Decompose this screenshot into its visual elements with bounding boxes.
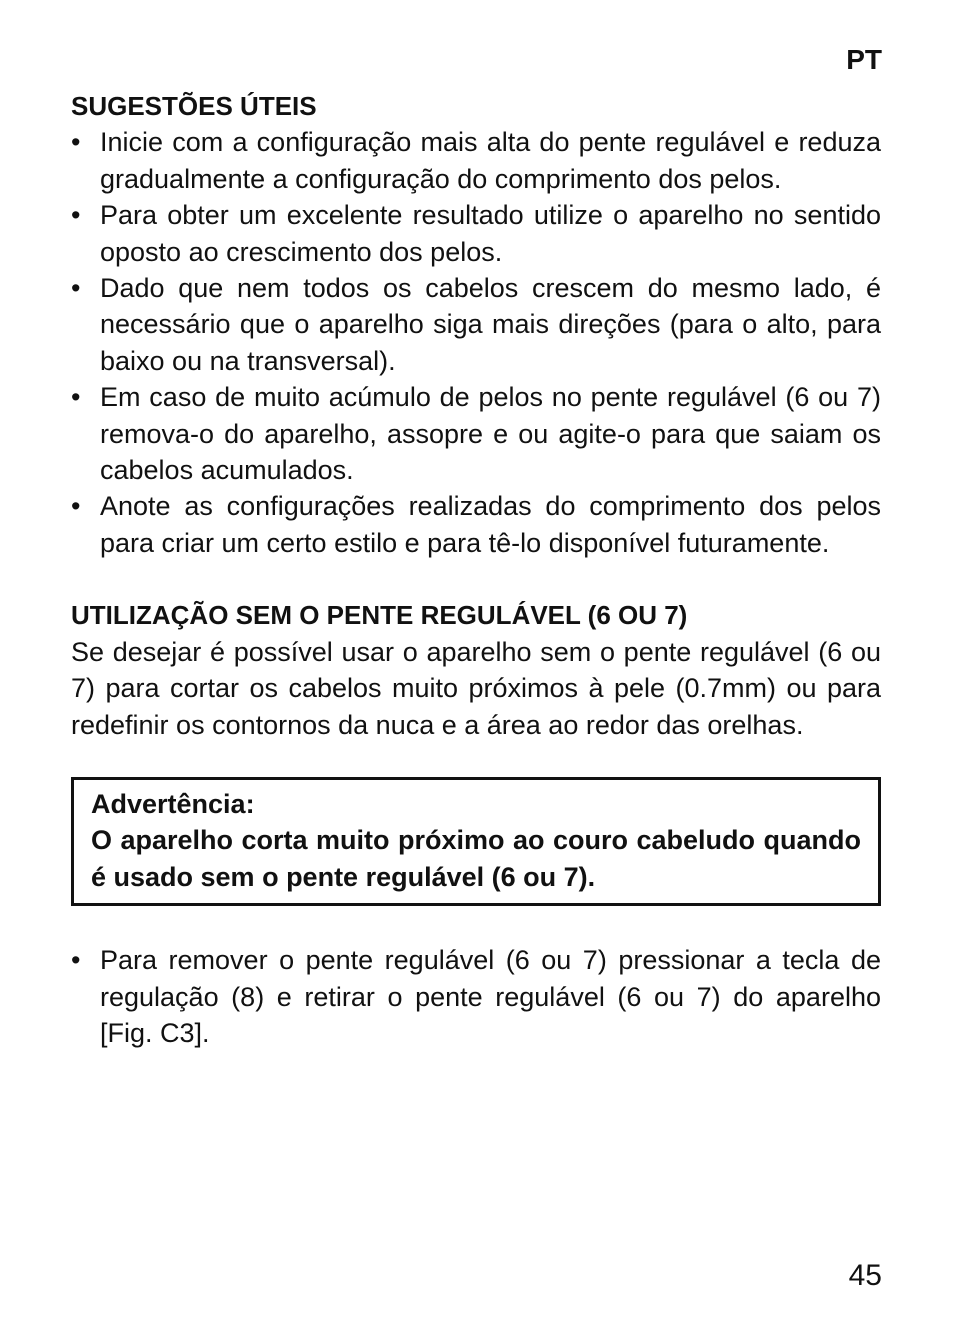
bullet-icon: •	[71, 127, 81, 158]
list-item-text: Em caso de muito acúmulo de pelos no pente regulável (6 ou 7) remova-o do aparelho, assopre e ou agite-o para que saiam os cabelos acumulados.	[100, 382, 881, 486]
warning-box	[71, 777, 881, 906]
list-item-text: Inicie com a configuração mais alta do pente regulável e reduza gradualmente a configuração do comprimento dos pelos.	[100, 127, 881, 194]
list-item	[71, 124, 881, 197]
bullet-icon: •	[71, 491, 81, 522]
list-item	[71, 942, 881, 1051]
list-item-text: Dado que nem todos os cabelos crescem do mesmo lado, é necessário que o aparelho siga mais direções (para o alto, para baixo ou na transversal).	[100, 273, 881, 376]
bullet-icon: •	[71, 273, 81, 304]
list-item-text: Anote as configurações realizadas do comprimento dos pelos para criar um certo estilo e para tê-lo disponível futuramente.	[100, 491, 881, 558]
section-title-useful-tips: SUGESTÕES ÚTEIS	[71, 91, 317, 121]
page-number: 45	[848, 1259, 882, 1292]
spacer	[71, 743, 881, 777]
usage-paragraph: Se desejar é possível usar o aparelho sem o pente regulável (6 ou 7) para cortar os cabelos muito próximos à pele (0.7mm) ou para redefinir os contornos da nuca e a área ao redor das orelhas.	[71, 636, 881, 740]
spacer	[71, 561, 881, 597]
list-item	[71, 270, 881, 379]
list-item	[71, 488, 881, 561]
list-item	[71, 197, 881, 270]
warning-title: Advertência:	[91, 788, 255, 819]
page-content	[71, 88, 881, 1051]
language-code: PT	[846, 44, 882, 75]
spacer	[71, 906, 881, 942]
section-title-use-without-comb: UTILIZAÇÃO SEM O PENTE REGULÁVEL (6 OU 7)	[71, 600, 688, 631]
tips-list	[71, 124, 881, 561]
removal-list	[71, 942, 881, 1051]
list-item-text: Para obter um excelente resultado utilize o aparelho no sentido oposto ao crescimento dos pelos.	[100, 200, 881, 267]
bullet-icon: •	[71, 382, 81, 413]
list-item-text: Para remover o pente regulável (6 ou 7) pressionar a tecla de regulação (8) e retirar o pente regulável (6 ou 7) do aparelho [Fig. C3].	[100, 945, 881, 1048]
bullet-icon: •	[71, 200, 81, 231]
warning-text: O aparelho corta muito próximo ao couro cabeludo quando é usado sem o pente regulável (6 ou 7).	[91, 825, 861, 892]
list-item	[71, 379, 881, 488]
bullet-icon: •	[71, 945, 81, 976]
